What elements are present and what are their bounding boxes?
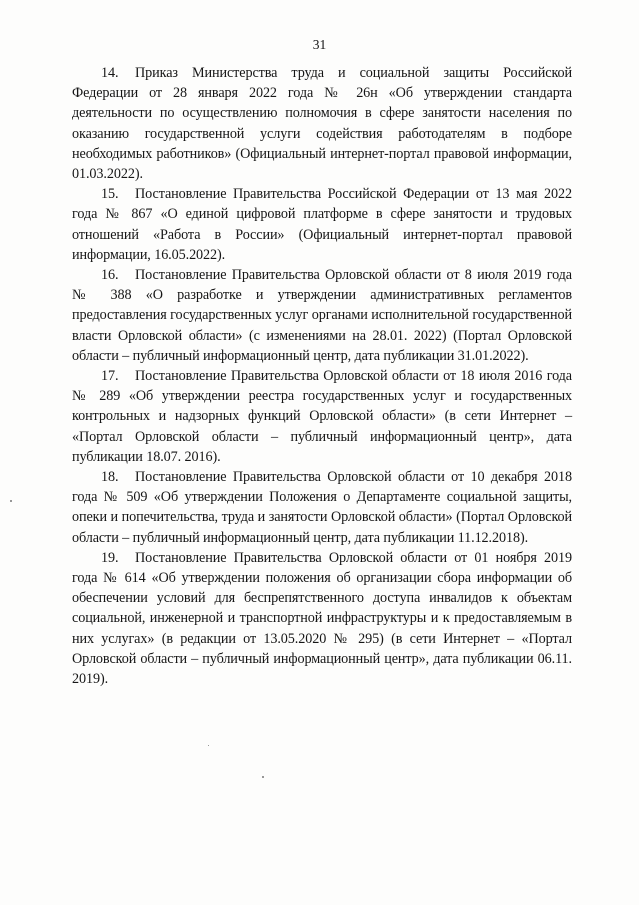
item-text: Постановление Правительства Российской Федерации от 13 мая 2022 года № 867 «О единой цифровой платформе в сфере занятости и трудовых отношений «Работа в России» (Официальный интернет-портал правовой информации, 16.05.2022). [72, 186, 572, 263]
scan-speck [208, 745, 209, 746]
scan-speck [10, 500, 12, 502]
item-text: Постановление Правительства Орловской области от 8 июля 2019 года № 388 «О разработке и утверждении административных регламентов предоставления государственных услуг органами исполнительной государственной власти Орловской области» (с изменениями на 28.01. 2022) (Портал Орловской области – публичный информационный центр, дата публикации 31.01.2022). [72, 267, 572, 364]
list-item-19 [72, 548, 572, 689]
legal-references-list [72, 63, 572, 689]
item-number: 15. [101, 186, 119, 203]
item-text: Постановление Правительства Орловской области от 18 июля 2016 года № 289 «Об утверждении реестра государственных услуг и государственных контрольных и надзорных функций Орловской области» (в сети Интернет – «Портал Орловской области – публичный информационный центр», дата публикации 18.07. 2016). [72, 368, 572, 465]
item-text: Приказ Министерства труда и социальной защиты Российской Федерации от 28 января 2022 года № 26н «Об утверждении стандарта деятельности по осуществлению полномочия в сфере занятости населения по оказанию государственной услуги содействия работодателям в подборе необходимых работников» (Официальный интернет-портал правовой информации, 01.03.2022). [72, 65, 572, 183]
item-number: 17. [101, 368, 119, 385]
item-number: 19. [101, 549, 119, 566]
item-text: Постановление Правительства Орловской области от 10 декабря 2018 года № 509 «Об утверждении Положения о Департаменте социальной защиты, опеки и попечительства, труда и занятости Орловской области» (Портал Орловской области – публичный информационный центр, дата публикации 11.12.2018). [72, 469, 572, 546]
page-number: 31 [312, 37, 327, 52]
scan-speck [262, 776, 264, 778]
list-item-14 [72, 63, 572, 184]
item-number: 18. [101, 469, 119, 486]
list-item-16 [72, 265, 572, 366]
list-item-17 [72, 366, 572, 467]
list-item-18 [72, 467, 572, 548]
item-text: Постановление Правительства Орловской области от 01 ноября 2019 года № 614 «Об утверждении положения об организации сбора информации об обеспечении условий для беспрепятственного доступа инвалидов к объектам социальной, инженерной и транспортной инфраструктуры и к предоставляемым в них услугах» (в редакции от 13.05.2020 № 295) (в сети Интернет – «Портал Орловской области – публичный информационный центр», дата публикации 06.11. 2019). [72, 549, 572, 688]
item-number: 16. [101, 267, 119, 284]
item-number: 14. [101, 65, 119, 81]
list-item-15 [72, 184, 572, 265]
